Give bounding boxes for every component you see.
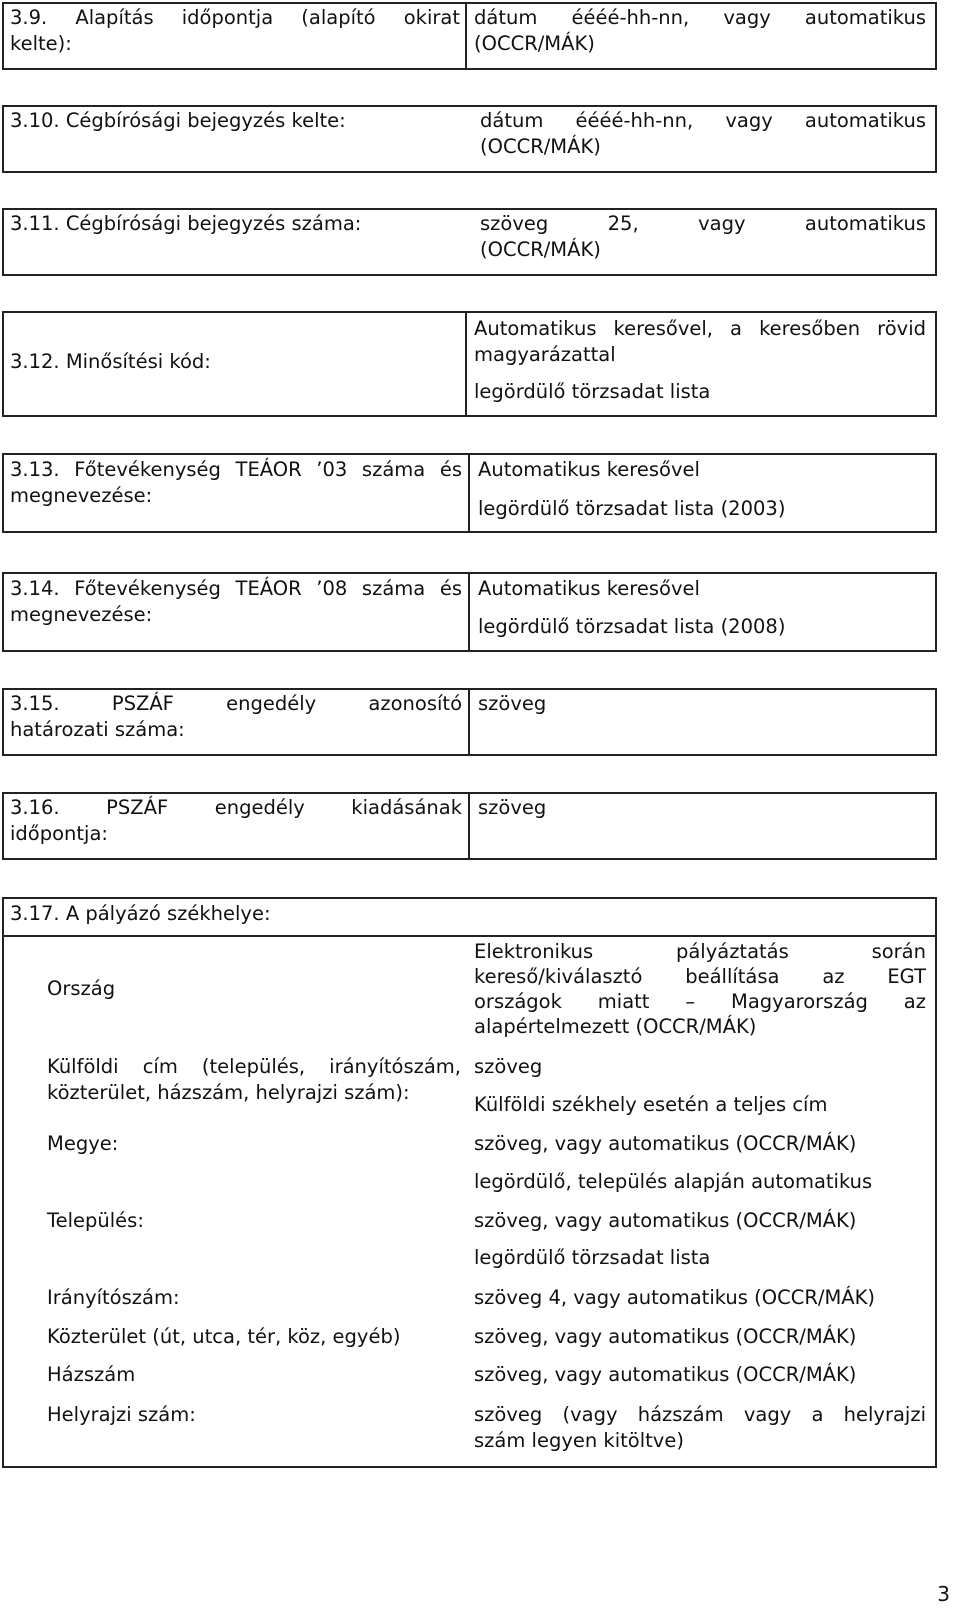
foreign-address-label-line2: közterület, házszám, helyrajzi szám): xyxy=(47,1081,410,1104)
settlement-value-line1: szöveg, vagy automatikus (OCCR/MÁK) xyxy=(474,1209,857,1232)
page-number: 3 xyxy=(937,1582,950,1606)
county-label: Megye: xyxy=(47,1132,119,1155)
zip-label: Irányítószám: xyxy=(47,1286,180,1309)
label-3-9-line2: kelte): xyxy=(10,32,72,55)
value-3-13-line2: legördülő törzsadat lista (2003) xyxy=(478,497,786,520)
value-3-11-line1: szöveg 25, vagy automatikus xyxy=(480,212,926,235)
street-value: szöveg, vagy automatikus (OCCR/MÁK) xyxy=(474,1325,857,1348)
settlement-label: Település: xyxy=(47,1209,144,1232)
house-number-value: szöveg, vagy automatikus (OCCR/MÁK) xyxy=(474,1363,857,1386)
foreign-address-value-line1: szöveg xyxy=(474,1055,543,1078)
label-3-16-line2: időpontja: xyxy=(10,822,108,845)
value-3-12-line2: magyarázattal xyxy=(474,343,616,366)
value-3-9-line2: (OCCR/MÁK) xyxy=(474,32,595,55)
label-3-13-line2: megnevezése: xyxy=(10,484,153,507)
value-3-11-line2: (OCCR/MÁK) xyxy=(480,238,601,261)
label-3-15-line2: határozati száma: xyxy=(10,718,185,741)
label-3-16-line1: 3.16. PSZÁF engedély kiadásának xyxy=(10,796,462,819)
zip-value: szöveg 4, vagy automatikus (OCCR/MÁK) xyxy=(474,1286,876,1309)
label-3-12: 3.12. Minősítési kód: xyxy=(10,350,211,373)
settlement-value-line2: legördülő törzsadat lista xyxy=(474,1246,711,1269)
label-3-15-line1: 3.15. PSZÁF engedély azonosító xyxy=(10,692,462,715)
house-number-label: Házszám xyxy=(47,1363,136,1386)
value-3-12-line1: Automatikus keresővel, a keresőben rövid xyxy=(474,317,926,340)
street-label: Közterület (út, utca, tér, köz, egyéb) xyxy=(47,1325,401,1348)
lot-number-value-line2: szám legyen kitöltve) xyxy=(474,1429,684,1452)
label-3-17-title: 3.17. A pályázó székhelye: xyxy=(10,902,271,925)
foreign-address-value-line2: Külföldi székhely esetén a teljes cím xyxy=(474,1093,828,1116)
value-3-15: szöveg xyxy=(478,692,547,715)
value-3-9-line1: dátum éééé-hh-nn, vagy automatikus xyxy=(474,6,926,29)
country-value-line1: Elektronikus pályáztatás során xyxy=(474,940,926,963)
value-3-13-line1: Automatikus keresővel xyxy=(478,458,700,481)
country-value-line4: alapértelmezett (OCCR/MÁK) xyxy=(474,1015,757,1038)
value-3-12-line3: legördülő törzsadat lista xyxy=(474,380,711,403)
label-3-11: 3.11. Cégbírósági bejegyzés száma: xyxy=(10,212,362,235)
value-3-14-line1: Automatikus keresővel xyxy=(478,577,700,600)
county-value-line2: legördülő, település alapján automatikus xyxy=(474,1170,873,1193)
label-3-13-line1: 3.13. Főtevékenység TEÁOR ’03 száma és xyxy=(10,458,462,481)
value-3-14-line2: legördülő törzsadat lista (2008) xyxy=(478,615,786,638)
foreign-address-label-line1: Külföldi cím (település, irányítószám, xyxy=(47,1055,461,1078)
value-3-10-line1: dátum éééé-hh-nn, vagy automatikus xyxy=(480,109,926,132)
country-label: Ország xyxy=(47,977,116,1000)
value-3-10-line2: (OCCR/MÁK) xyxy=(480,135,601,158)
label-3-10: 3.10. Cégbírósági bejegyzés kelte: xyxy=(10,109,346,132)
country-value-line3: országok miatt – Magyarország az xyxy=(474,990,926,1013)
label-3-14-line1: 3.14. Főtevékenység TEÁOR ’08 száma és xyxy=(10,577,462,600)
county-value-line1: szöveg, vagy automatikus (OCCR/MÁK) xyxy=(474,1132,857,1155)
lot-number-value-line1: szöveg (vagy házszám vagy a helyrajzi xyxy=(474,1403,926,1426)
label-3-9-line1: 3.9. Alapítás időpontja (alapító okirat xyxy=(10,6,460,29)
label-3-14-line2: megnevezése: xyxy=(10,603,153,626)
lot-number-label: Helyrajzi szám: xyxy=(47,1403,196,1426)
value-3-16: szöveg xyxy=(478,796,547,819)
country-value-line2: kereső/kiválasztó beállítása az EGT xyxy=(474,965,926,988)
